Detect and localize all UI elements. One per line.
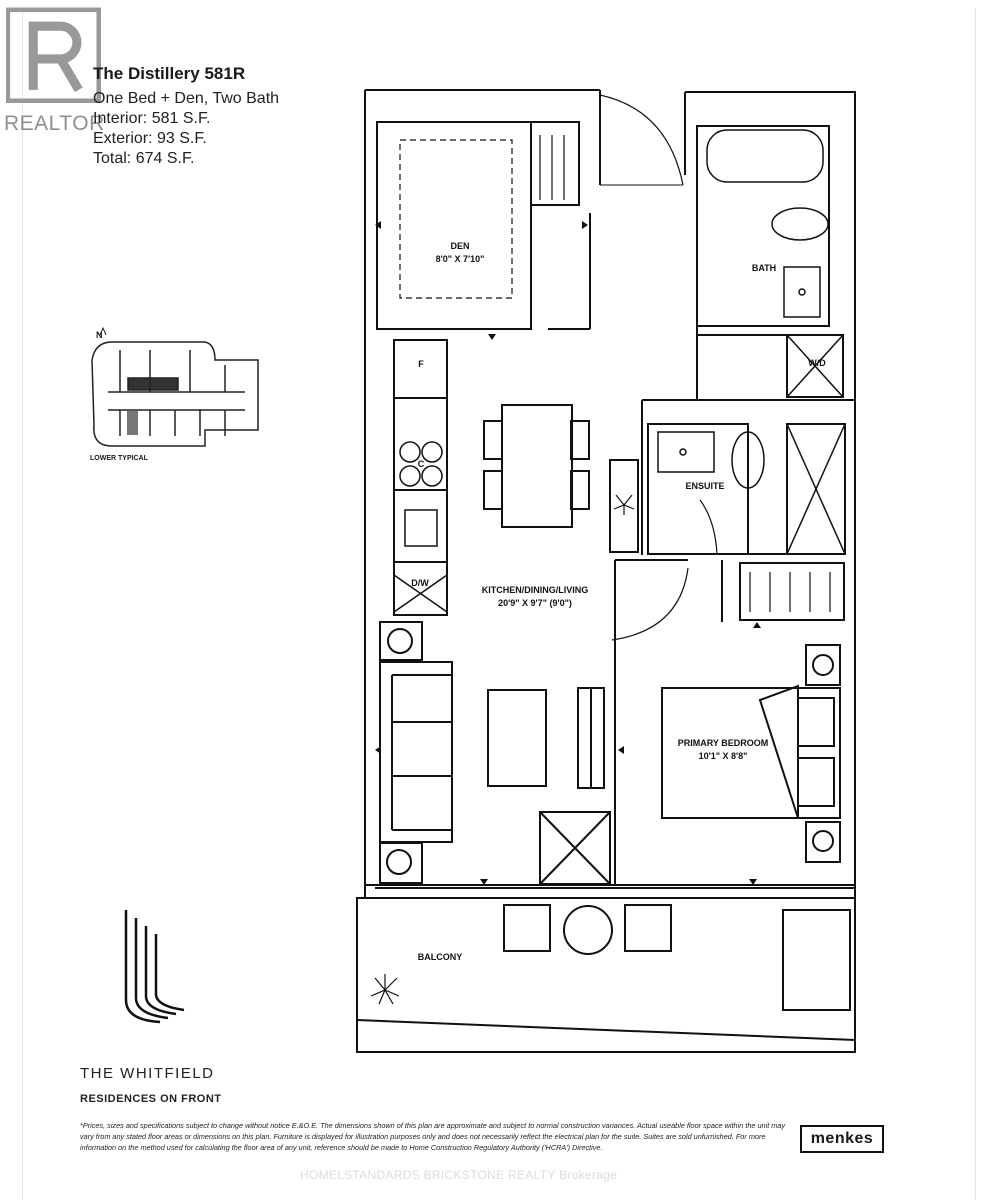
realtor-wordmark: REALTOR — [4, 112, 105, 135]
fridge-label: F — [418, 359, 424, 369]
north-arrow-label: N — [96, 330, 103, 340]
cooktop-label: C — [417, 459, 425, 469]
development-subtitle: RESIDENCES ON FRONT — [80, 1093, 222, 1105]
unit-type: One Bed + Den, Two Bath — [93, 90, 280, 107]
balcony-label: BALCONY — [417, 952, 463, 962]
kitchen-dining-living-label: KITCHEN/DINING/LIVING — [481, 585, 589, 595]
ensuite-label: ENSUITE — [685, 481, 725, 491]
kitchen-dimensions: 20'9" X 9'7" (9'0") — [498, 598, 572, 608]
bath-label: BATH — [751, 263, 777, 273]
brokerage-watermark: HOMELSTANDARDS BRICKSTONE REALTY Brokerage — [300, 1168, 618, 1182]
dishwasher-label: D/W — [411, 578, 429, 588]
development-name: THE WHITFIELD — [80, 1065, 215, 1082]
primary-bedroom-label: PRIMARY BEDROOM — [677, 738, 769, 748]
bedroom-dimensions: 10'1" X 8'8" — [698, 751, 748, 761]
interior-area: Interior: 581 S.F. — [93, 110, 211, 127]
key-plan-label: LOWER TYPICAL — [90, 455, 148, 462]
den-label: DEN — [450, 241, 470, 251]
exterior-area: Exterior: 93 S.F. — [93, 130, 207, 147]
legal-disclaimer: *Prices, sizes and specifications subject to change without notice E.&O.E. The dimensions shown of this plan are approximate and subject to normal construction variances. Actual useable floor space within the unit may vary from any stated floor areas or dimensions on this plan. Furniture is displayed for illustration purposes only and does not necessarily reflect the electrical plan for the suite. Suites are sold unfurnished. For more information on the method used for calculating the floor area of any unit, reference should be made to Home Construction Regulatory Authority ('HCRA') Directive. — [80, 1121, 786, 1152]
unit-title: The Distillery 581R — [93, 64, 246, 83]
total-area: Total: 674 S.F. — [93, 150, 195, 167]
menkes-logo: menkes — [800, 1125, 884, 1153]
den-dimensions: 8'0" X 7'10" — [435, 254, 485, 264]
washer-dryer-label: W/D — [808, 358, 826, 368]
